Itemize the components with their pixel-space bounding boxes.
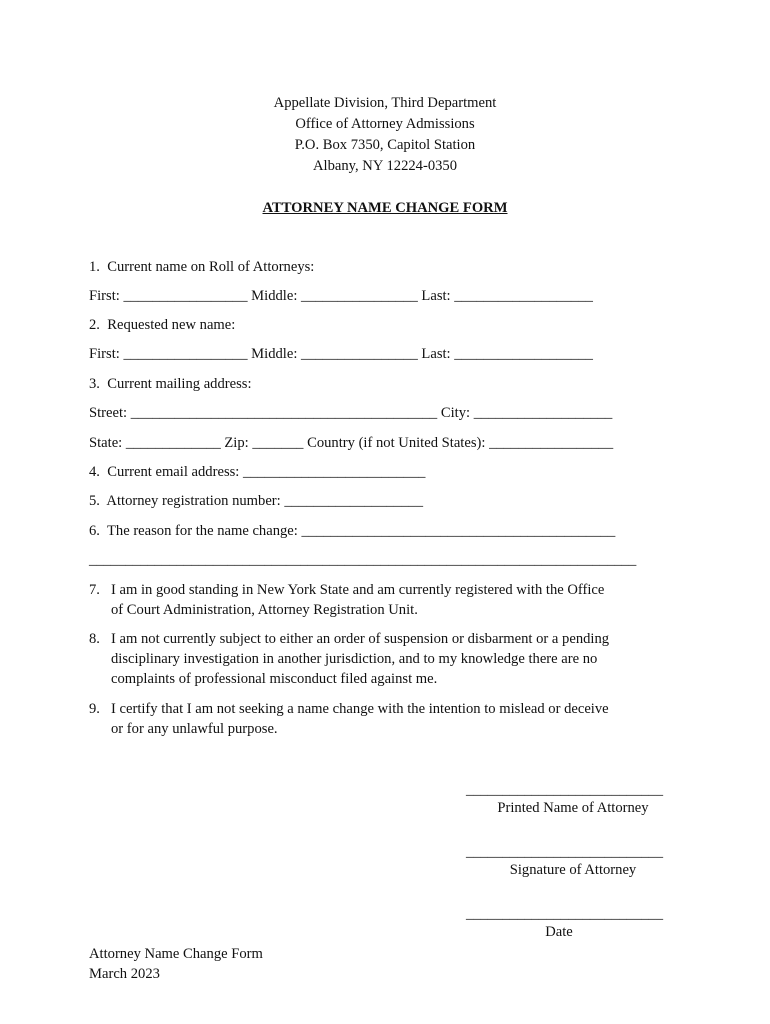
reason-field: 6. The reason for the name change: ___________________________________________ [89, 523, 616, 539]
street-city-fields: Street: __________________________________________ City: ___________________ [89, 405, 613, 421]
header-office: Office of Attorney Admissions [295, 116, 475, 132]
signature-label: Signature of Attorney [509, 862, 637, 878]
mailing-address-label: 3. Current mailing address: [89, 376, 252, 392]
new-name-fields: First: _________________ Middle: ________________ Last: ___________________ [89, 346, 593, 362]
footer-date: March 2023 [89, 966, 160, 982]
printed-name-label: Printed Name of Attorney [497, 800, 649, 816]
state-zip-country-fields: State: _____________ Zip: _______ Country (if not United States): _________________ [89, 435, 614, 451]
statement-8-line-3: complaints of professional misconduct filed against me. [111, 671, 438, 687]
header-court: Appellate Division, Third Department [273, 95, 497, 111]
form-title: ATTORNEY NAME CHANGE FORM [262, 200, 508, 216]
statement-8-line-1: I am not currently subject to either an order of suspension or disbarment or a pending [111, 631, 610, 647]
statement-8-number: 8. [89, 631, 100, 647]
printed-name-rule: ___________________________ [466, 782, 664, 798]
signature-rule: ___________________________ [466, 844, 664, 860]
statement-9-number: 9. [89, 701, 100, 717]
statement-7-line-1: I am in good standing in New York State and am currently registered with the Office [111, 582, 605, 598]
current-name-fields: First: _________________ Middle: ________________ Last: ___________________ [89, 288, 593, 304]
header-city: Albany, NY 12224-0350 [312, 158, 458, 174]
statement-9-line-2: or for any unlawful purpose. [111, 721, 278, 737]
statement-9-line-1: I certify that I am not seeking a name change with the intention to mislead or deceive [111, 701, 609, 717]
statement-7 [111, 580, 671, 620]
date-label: Date [545, 924, 573, 940]
current-name-label: 1. Current name on Roll of Attorneys: [89, 259, 315, 275]
header-po-box: P.O. Box 7350, Capitol Station [294, 137, 476, 153]
date-rule: ___________________________ [466, 906, 664, 922]
new-name-label: 2. Requested new name: [89, 317, 236, 333]
statement-9 [111, 699, 671, 739]
email-field: 4. Current email address: _________________________ [89, 464, 426, 480]
statement-7-number: 7. [89, 582, 100, 598]
registration-number-field: 5. Attorney registration number: ___________________ [89, 493, 423, 509]
footer-form-name: Attorney Name Change Form [89, 946, 263, 962]
statement-7-line-2: of Court Administration, Attorney Registration Unit. [111, 602, 418, 618]
statement-8 [111, 629, 671, 689]
reason-field-continued: ___________________________________________________________________________ [89, 552, 637, 568]
statement-8-line-2: disciplinary investigation in another jurisdiction, and to my knowledge there are no [111, 651, 598, 667]
